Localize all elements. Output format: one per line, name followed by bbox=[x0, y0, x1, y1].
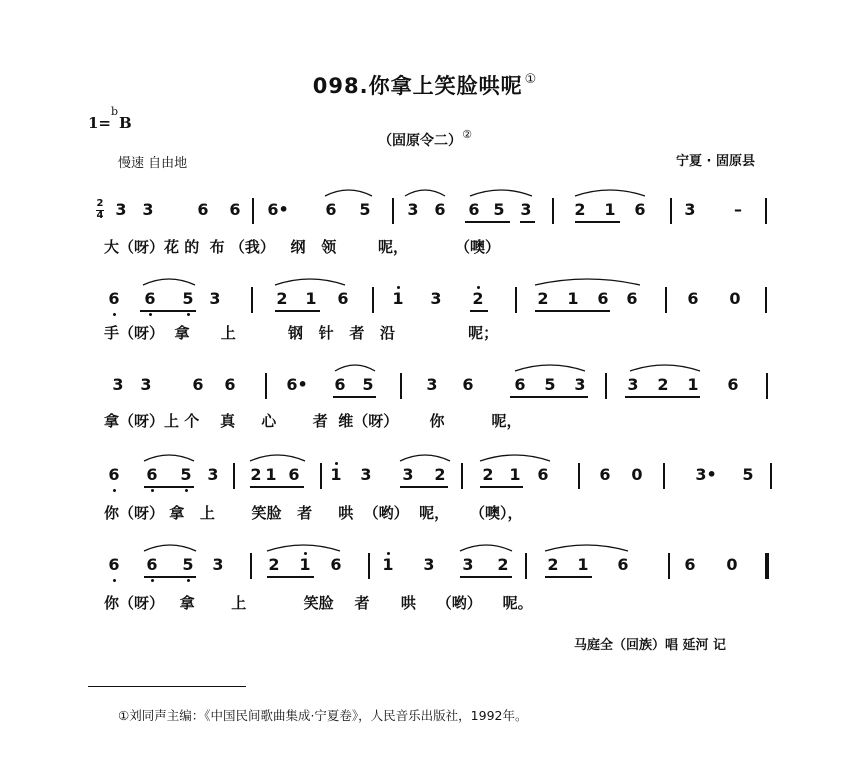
note: 1 bbox=[687, 375, 699, 394]
low-octave-dot bbox=[113, 313, 116, 316]
beam-underline bbox=[144, 486, 194, 488]
low-octave-dot bbox=[187, 579, 190, 582]
beam-underline bbox=[545, 576, 592, 578]
low-octave-dot bbox=[187, 313, 190, 316]
note: 6 bbox=[617, 555, 629, 574]
note: 6 bbox=[330, 555, 342, 574]
beam-underline bbox=[465, 221, 510, 223]
slur bbox=[480, 455, 550, 461]
note: 5 bbox=[182, 289, 194, 308]
note: 6 bbox=[687, 289, 699, 308]
slur bbox=[275, 279, 345, 285]
slur bbox=[515, 365, 585, 371]
beam-underline bbox=[520, 221, 535, 223]
note: 6 bbox=[334, 375, 346, 394]
lyric-line: 拿（呀）上 个 真 心 者 维（呀） 你 呢， bbox=[104, 412, 522, 430]
note: 1 bbox=[509, 465, 521, 484]
low-octave-dot bbox=[113, 489, 116, 492]
bar-line bbox=[233, 463, 235, 489]
high-octave-dot bbox=[335, 462, 338, 465]
beam-underline bbox=[267, 576, 314, 578]
note: 1 bbox=[382, 555, 394, 574]
note: 6 bbox=[144, 289, 156, 308]
note: 6 bbox=[224, 375, 236, 394]
high-octave-dot bbox=[477, 286, 480, 289]
note: 5 bbox=[544, 375, 556, 394]
slur bbox=[143, 279, 195, 285]
note: 2 bbox=[537, 289, 549, 308]
bar-line bbox=[320, 463, 322, 489]
note: 6 bbox=[197, 200, 209, 219]
beam-underline bbox=[275, 310, 320, 312]
beam-underline bbox=[510, 396, 588, 398]
bar-line bbox=[372, 287, 374, 313]
note: 1 bbox=[305, 289, 317, 308]
song-title: 098.你拿上笑脸哄呢 ① bbox=[312, 72, 538, 98]
note: 3 bbox=[430, 289, 442, 308]
slur bbox=[460, 545, 512, 551]
high-octave-dot bbox=[387, 552, 390, 555]
note: 6 bbox=[146, 555, 158, 574]
slur bbox=[545, 545, 628, 551]
note: 1 bbox=[577, 555, 589, 574]
bar-line bbox=[770, 463, 772, 489]
bar-line bbox=[461, 463, 463, 489]
note: 6 bbox=[514, 375, 526, 394]
slur bbox=[325, 190, 372, 196]
note: 6 bbox=[108, 555, 120, 574]
song-subtitle: （固原令二）② bbox=[378, 128, 472, 149]
note: 2 bbox=[268, 555, 280, 574]
note: 2 bbox=[250, 465, 262, 484]
note: 3 bbox=[360, 465, 372, 484]
note: 3 bbox=[142, 200, 154, 219]
title-footnote-mark: ① bbox=[524, 72, 538, 87]
note: 6 bbox=[337, 289, 349, 308]
low-octave-dot bbox=[149, 313, 152, 316]
note: 2 bbox=[574, 200, 586, 219]
note: 1 bbox=[567, 289, 579, 308]
beam-underline bbox=[460, 576, 512, 578]
beam-underline bbox=[535, 310, 610, 312]
beam-underline bbox=[470, 310, 488, 312]
note: 3 bbox=[627, 375, 639, 394]
note: 0 bbox=[726, 555, 738, 574]
footnote: ①刘同声主编：《中国民间歌曲集成·宁夏卷》，人民音乐出版社，1992年。 bbox=[118, 708, 528, 723]
bar-line bbox=[766, 373, 768, 399]
note: 6 bbox=[727, 375, 739, 394]
beam-underline bbox=[480, 486, 523, 488]
note: 6 bbox=[684, 555, 696, 574]
low-octave-dot bbox=[151, 579, 154, 582]
note: 0 bbox=[631, 465, 643, 484]
singer-credit: 马庭全（回族）唱 延河 记 bbox=[574, 638, 727, 653]
note: 0 bbox=[729, 289, 741, 308]
note: 5 bbox=[359, 200, 371, 219]
note: 5 bbox=[742, 465, 754, 484]
note: 3• bbox=[695, 465, 717, 484]
note: 3 bbox=[112, 375, 124, 394]
note: 3 bbox=[426, 375, 438, 394]
bar-line bbox=[765, 553, 769, 579]
note: 6• bbox=[267, 200, 289, 219]
note: 2 bbox=[497, 555, 509, 574]
slur bbox=[144, 455, 194, 461]
bar-line bbox=[578, 463, 580, 489]
low-octave-dot bbox=[151, 489, 154, 492]
bar-line bbox=[663, 463, 665, 489]
slur bbox=[250, 455, 305, 461]
note: 3 bbox=[462, 555, 474, 574]
bar-line bbox=[670, 198, 672, 224]
beam-underline bbox=[333, 396, 376, 398]
note: 2 bbox=[472, 289, 484, 308]
note: 6 bbox=[434, 200, 446, 219]
region-label: 宁夏 · 固原县 bbox=[676, 154, 755, 169]
beam-underline bbox=[400, 486, 448, 488]
note: 2 bbox=[482, 465, 494, 484]
note: 2 bbox=[434, 465, 446, 484]
bar-line bbox=[765, 287, 767, 313]
note: 5 bbox=[493, 200, 505, 219]
note: 3 bbox=[212, 555, 224, 574]
bar-line bbox=[252, 198, 254, 224]
key-signature: 1= b B bbox=[88, 105, 132, 132]
slur bbox=[335, 365, 375, 371]
bar-line bbox=[368, 553, 370, 579]
bar-line bbox=[668, 553, 670, 579]
note: 6 bbox=[229, 200, 241, 219]
lyric-line: 大（呀）花 的 布 （我） 纲 领 呢， （噢） bbox=[104, 238, 501, 256]
note: 5 bbox=[182, 555, 194, 574]
lyric-line: 你（呀） 拿 上 笑脸 者 哄 （哟） 呢， （噢）， bbox=[104, 504, 523, 522]
slur bbox=[144, 545, 196, 551]
low-octave-dot bbox=[185, 489, 188, 492]
note: 3 bbox=[520, 200, 532, 219]
note: 2 bbox=[276, 289, 288, 308]
lyric-line: 手（呀） 拿 上 钢 针 者 沿 呢； bbox=[104, 324, 499, 342]
note: 3 bbox=[574, 375, 586, 394]
lyric-line: 你（呀） 拿 上 笑脸 者 哄 （哟） 呢。 bbox=[104, 594, 533, 612]
note: 3 bbox=[423, 555, 435, 574]
bar-line bbox=[525, 553, 527, 579]
note: 1 bbox=[265, 465, 277, 484]
bar-line bbox=[250, 553, 252, 579]
note: 3 bbox=[140, 375, 152, 394]
bar-line bbox=[392, 198, 394, 224]
slur bbox=[535, 279, 640, 285]
note: 6 bbox=[192, 375, 204, 394]
bar-line bbox=[400, 373, 402, 399]
bar-line bbox=[765, 198, 767, 224]
bar-line bbox=[552, 198, 554, 224]
bar-line bbox=[605, 373, 607, 399]
note: 3 bbox=[209, 289, 221, 308]
note: 3 bbox=[207, 465, 219, 484]
note: 3 bbox=[115, 200, 127, 219]
flat-sign: b bbox=[111, 105, 119, 118]
bar-line bbox=[251, 287, 253, 313]
slur bbox=[400, 455, 450, 461]
note: – bbox=[734, 200, 742, 219]
slur bbox=[405, 190, 445, 196]
note: 6 bbox=[468, 200, 480, 219]
slur bbox=[630, 365, 700, 371]
low-octave-dot bbox=[113, 579, 116, 582]
bar-line bbox=[515, 287, 517, 313]
note: 3 bbox=[402, 465, 414, 484]
note: 6• bbox=[286, 375, 308, 394]
bar-line bbox=[665, 287, 667, 313]
note: 2 bbox=[547, 555, 559, 574]
time-signature: 2 4 bbox=[96, 198, 104, 221]
note: 6 bbox=[597, 289, 609, 308]
note: 1 bbox=[330, 465, 342, 484]
note: 6 bbox=[462, 375, 474, 394]
note: 1 bbox=[299, 555, 311, 574]
note: 2 bbox=[657, 375, 669, 394]
note: 6 bbox=[108, 289, 120, 308]
slur bbox=[470, 190, 532, 196]
tempo-marking: 慢速 自由地 bbox=[118, 156, 188, 171]
footnote-divider bbox=[88, 686, 246, 687]
note: 6 bbox=[288, 465, 300, 484]
beam-underline bbox=[140, 310, 196, 312]
slur bbox=[575, 190, 645, 196]
note: 1 bbox=[604, 200, 616, 219]
note: 1 bbox=[392, 289, 404, 308]
beam-underline bbox=[144, 576, 196, 578]
note: 6 bbox=[108, 465, 120, 484]
subtitle-footnote-mark: ② bbox=[462, 128, 472, 141]
note: 6 bbox=[634, 200, 646, 219]
note: 5 bbox=[362, 375, 374, 394]
note: 6 bbox=[599, 465, 611, 484]
high-octave-dot bbox=[304, 552, 307, 555]
note: 6 bbox=[325, 200, 337, 219]
note: 6 bbox=[537, 465, 549, 484]
note: 6 bbox=[146, 465, 158, 484]
bar-line bbox=[265, 373, 267, 399]
high-octave-dot bbox=[397, 286, 400, 289]
note: 5 bbox=[180, 465, 192, 484]
note: 3 bbox=[684, 200, 696, 219]
beam-underline bbox=[625, 396, 700, 398]
note: 6 bbox=[626, 289, 638, 308]
beam-underline bbox=[575, 221, 620, 223]
beam-underline bbox=[250, 486, 304, 488]
note: 3 bbox=[407, 200, 419, 219]
slur bbox=[267, 545, 340, 551]
